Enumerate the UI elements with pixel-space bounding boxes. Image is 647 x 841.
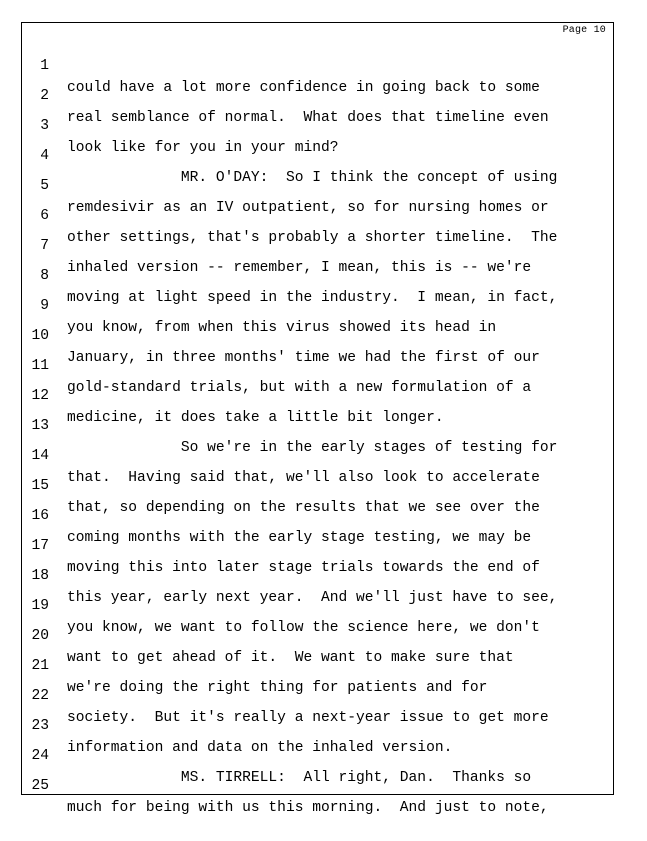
transcript-page	[21, 22, 614, 816]
page-number: Page 10	[562, 25, 606, 36]
line-number: 12	[31, 388, 49, 404]
line-number: 10	[31, 328, 49, 344]
line-text: much for being with us this morning. And just to note,	[67, 800, 549, 816]
transcript-line	[22, 213, 613, 276]
transcript-line	[22, 33, 613, 96]
line-number: 21	[31, 658, 49, 674]
line-text: that, so depending on the results that we see over the	[67, 500, 540, 516]
line-text: want to get ahead of it. We want to make sure that	[67, 650, 514, 666]
line-number: 19	[31, 598, 49, 614]
line-text: you know, from when this virus showed its head in	[67, 320, 497, 336]
line-number: 16	[31, 508, 49, 524]
line-number: 14	[31, 448, 49, 464]
line-text: could have a lot more confidence in going back to some	[67, 80, 540, 96]
line-text: that. Having said that, we'll also look to accelerate	[67, 470, 540, 486]
line-number: 5	[40, 178, 49, 194]
line-number: 23	[31, 718, 49, 734]
line-number: 8	[40, 268, 49, 284]
transcript-line	[22, 153, 613, 216]
line-number: 18	[31, 568, 49, 584]
line-text: coming months with the early stage testing, we may be	[67, 530, 532, 546]
line-number: 3	[40, 118, 49, 134]
line-number: 17	[31, 538, 49, 554]
transcript-line	[22, 183, 613, 246]
line-number: 20	[31, 628, 49, 644]
line-number: 15	[31, 478, 49, 494]
line-text: medicine, it does take a little bit longer.	[67, 410, 444, 426]
line-text: So we're in the early stages of testing for	[67, 440, 558, 456]
line-text: real semblance of normal. What does that timeline even	[67, 110, 549, 126]
line-text: January, in three months' time we had the first of our	[67, 350, 540, 366]
line-text: MS. TIRRELL: All right, Dan. Thanks so	[67, 770, 532, 786]
line-number: 22	[31, 688, 49, 704]
line-text: moving this into later stage trials towards the end of	[67, 560, 540, 576]
line-text: society. But it's really a next-year issue to get more	[67, 710, 549, 726]
line-number: 13	[31, 418, 49, 434]
line-text: inhaled version -- remember, I mean, this is -- we're	[67, 260, 532, 276]
transcript-lines	[22, 33, 613, 816]
line-text: you know, we want to follow the science here, we don't	[67, 620, 540, 636]
line-number: 6	[40, 208, 49, 224]
line-text: gold-standard trials, but with a new formulation of a	[67, 380, 532, 396]
line-number: 9	[40, 298, 49, 314]
line-number: 2	[40, 88, 49, 104]
line-text: remdesivir as an IV outpatient, so for nursing homes or	[67, 200, 549, 216]
line-text: information and data on the inhaled version.	[67, 740, 453, 756]
line-text: we're doing the right thing for patients and for	[67, 680, 488, 696]
line-text: MR. O'DAY: So I think the concept of using	[67, 170, 558, 186]
transcript-line	[22, 243, 613, 306]
line-number: 7	[40, 238, 49, 254]
line-number: 24	[31, 748, 49, 764]
line-text: moving at light speed in the industry. I mean, in fact,	[67, 290, 558, 306]
transcript-line	[22, 93, 613, 156]
line-number: 25	[31, 778, 49, 794]
transcript-line	[22, 123, 613, 186]
line-number: 11	[31, 358, 49, 374]
line-text: this year, early next year. And we'll just have to see,	[67, 590, 558, 606]
line-text: look like for you in your mind?	[67, 140, 339, 156]
line-number: 1	[40, 58, 49, 74]
transcript-line	[22, 753, 613, 816]
transcript-line	[22, 63, 613, 126]
line-text: other settings, that's probably a shorter timeline. The	[67, 230, 558, 246]
line-number: 4	[40, 148, 49, 164]
